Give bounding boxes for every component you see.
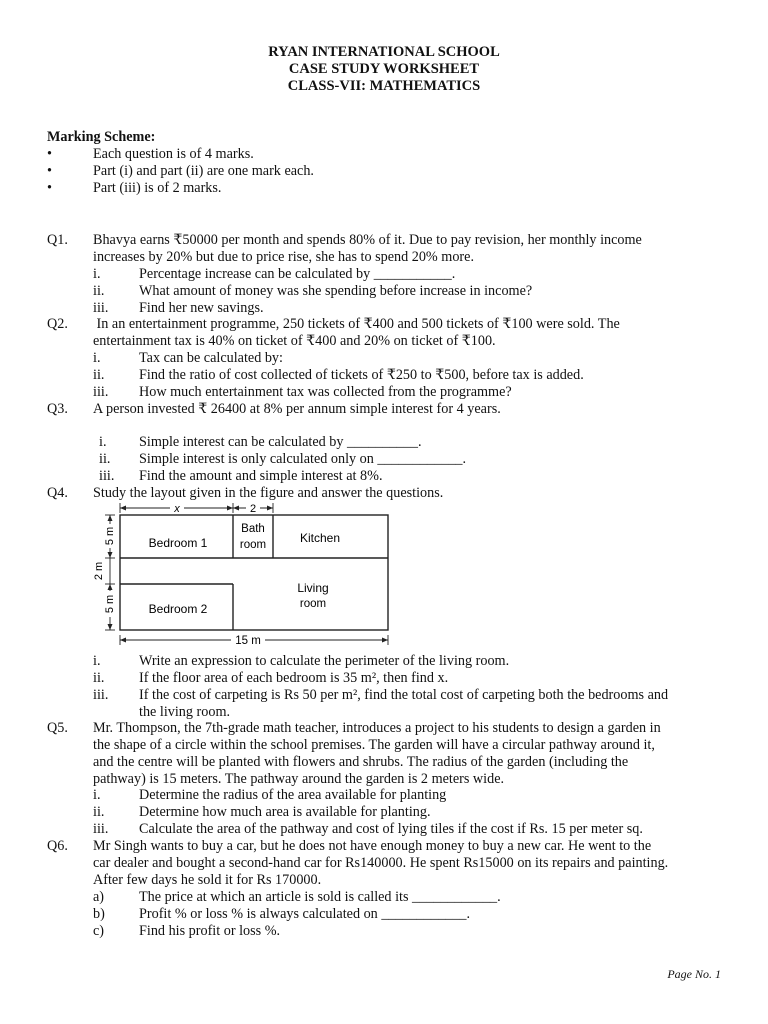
room-bedroom-1: Bedroom 1 <box>148 536 208 550</box>
question-number: Q6. <box>47 838 68 854</box>
part-text-continued: the living room. <box>139 704 231 720</box>
part-text: Determine how much area is available for planting. <box>139 804 431 820</box>
question-text: Mr. Thompson, the 7th-grade math teacher, introduces a project to his students to design a garden in <box>93 720 661 736</box>
page-number: Page No. 1 <box>667 967 721 981</box>
dimension-5m-top-label: 5 m <box>104 526 116 546</box>
room-bedroom-2: Bedroom 2 <box>148 602 208 616</box>
dimension-2-label: 2 <box>249 503 257 515</box>
dimension-x-label: x <box>174 503 180 515</box>
marking-scheme-title: Marking Scheme: <box>47 129 156 145</box>
dimension-2m-label: 2 m <box>93 561 105 581</box>
part-number: i. <box>93 787 101 803</box>
question-text: Mr Singh wants to buy a car, but he does not have enough money to buy a new car. He went to the <box>93 838 652 854</box>
part-text: Simple interest is only calculated only on ____________. <box>139 451 467 467</box>
part-text: Find the ratio of cost collected of tickets of ₹250 to ₹500, before tax is added. <box>139 367 584 383</box>
marking-item: Each question is of 4 marks. <box>93 146 254 162</box>
part-number: i. <box>99 434 107 450</box>
worksheet-title: CASE STUDY WORKSHEET <box>288 61 480 77</box>
question-text: and the centre will be planted with flowers and shrubs. The radius of the garden (including the <box>93 754 629 770</box>
floor-plan-figure <box>90 500 400 650</box>
part-number: iii. <box>93 687 109 703</box>
question-number: Q2. <box>47 316 68 332</box>
room-living-line1: Living <box>297 581 329 595</box>
part-text: Profit % or loss % is always calculated on ____________. <box>139 906 470 922</box>
part-text: If the cost of carpeting is Rs 50 per m², find the total cost of carpeting both the bedrooms and <box>139 687 669 703</box>
part-number: c) <box>93 923 105 939</box>
part-number: i. <box>93 350 101 366</box>
room-bathroom-line2: room <box>239 539 267 551</box>
room-kitchen: Kitchen <box>299 531 341 545</box>
part-number: iii. <box>93 384 109 400</box>
question-text: In an entertainment programme, 250 tickets of ₹400 and 500 tickets of ₹100 were sold. The <box>93 316 620 332</box>
bullet-icon: • <box>47 163 52 179</box>
question-text: After few days he sold it for Rs 170000. <box>93 872 322 888</box>
part-text: What amount of money was she spending before increase in income? <box>139 283 533 299</box>
part-text: Find his profit or loss %. <box>139 923 281 939</box>
question-text: Study the layout given in the figure and answer the questions. <box>93 485 444 501</box>
question-text: entertainment tax is 40% on ticket of ₹400 and 20% on ticket of ₹100. <box>93 333 496 349</box>
part-text: The price at which an article is sold is called its ____________. <box>139 889 501 905</box>
dimension-15m-label: 15 m <box>235 635 261 647</box>
part-number: ii. <box>93 283 105 299</box>
part-text: Calculate the area of the pathway and cost of lying tiles if the cost if Rs. 15 per meter sq. <box>139 821 643 837</box>
part-number: iii. <box>99 468 115 484</box>
question-text: A person invested ₹ 26400 at 8% per annum simple interest for 4 years. <box>93 401 501 417</box>
dimension-5m-bottom-label: 5 m <box>104 594 116 614</box>
question-number: Q1. <box>47 232 68 248</box>
question-number: Q4. <box>47 485 68 501</box>
question-text: Bhavya earns ₹50000 per month and spends 80% of it. Due to pay revision, her monthly income <box>93 232 642 248</box>
room-bathroom-line1: Bath <box>241 523 265 535</box>
bullet-icon: • <box>47 180 52 196</box>
school-name: RYAN INTERNATIONAL SCHOOL <box>268 44 500 60</box>
part-number: ii. <box>93 670 105 686</box>
question-text: pathway) is 15 meters. The pathway around the garden is 2 meters wide. <box>93 771 505 787</box>
part-number: i. <box>93 266 101 282</box>
question-text: increases by 20% but due to price rise, she has to spend 20% more. <box>93 249 474 265</box>
part-number: i. <box>93 653 101 669</box>
question-number: Q5. <box>47 720 68 736</box>
part-number: b) <box>93 906 105 922</box>
part-text: Determine the radius of the area available for planting <box>139 787 447 803</box>
part-text: Tax can be calculated by: <box>139 350 283 366</box>
question-text: car dealer and bought a second-hand car for Rs140000. He spent Rs15000 on its repairs and painting. <box>93 855 669 871</box>
part-text: If the floor area of each bedroom is 35 m², then find x. <box>139 670 449 686</box>
class-title: CLASS-VII: MATHEMATICS <box>287 78 481 94</box>
part-number: ii. <box>99 451 111 467</box>
part-number: ii. <box>93 804 105 820</box>
part-text: Find her new savings. <box>139 300 264 316</box>
part-number: a) <box>93 889 105 905</box>
question-number: Q3. <box>47 401 68 417</box>
part-text: Find the amount and simple interest at 8%. <box>139 468 383 484</box>
part-text: How much entertainment tax was collected from the programme? <box>139 384 512 400</box>
part-number: iii. <box>93 821 109 837</box>
marking-item: Part (iii) is of 2 marks. <box>93 180 222 196</box>
part-number: iii. <box>93 300 109 316</box>
bullet-icon: • <box>47 146 52 162</box>
part-number: ii. <box>93 367 105 383</box>
part-text: Simple interest can be calculated by __________. <box>139 434 422 450</box>
question-text: the shape of a circle within the school premises. The garden will have a circular pathway around it, <box>93 737 655 753</box>
marking-item: Part (i) and part (ii) are one mark each. <box>93 163 314 179</box>
part-text: Write an expression to calculate the perimeter of the living room. <box>139 653 510 669</box>
part-text: Percentage increase can be calculated by ___________. <box>139 266 456 282</box>
room-living-line2: room <box>299 598 327 610</box>
